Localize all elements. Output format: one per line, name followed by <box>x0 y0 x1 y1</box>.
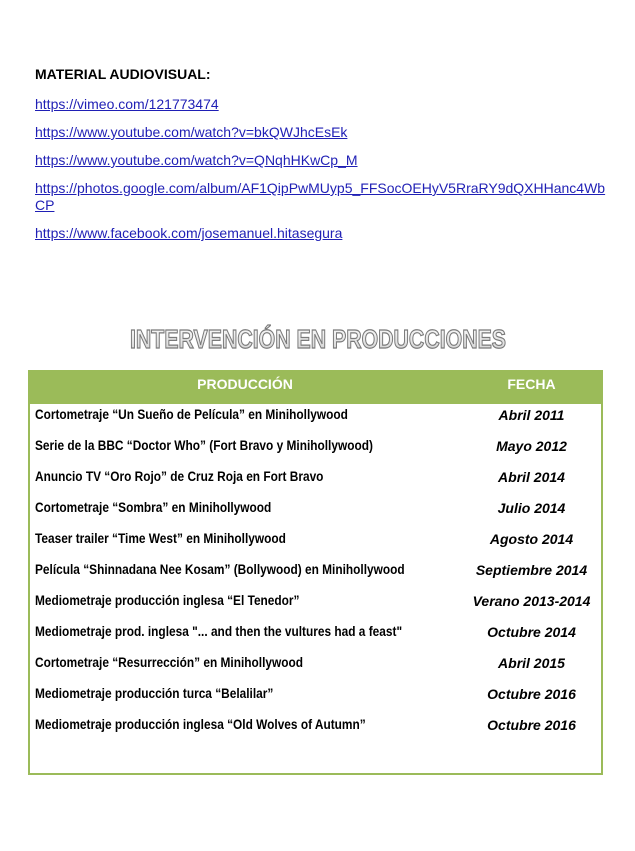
row-production: Cortometraje “Resurrección” en Minihollywood <box>35 655 304 670</box>
row-production: Cortometraje “Un Sueño de Película” en Minihollywood <box>35 407 348 422</box>
row-date: Verano 2013-2014 <box>472 593 591 609</box>
row-production: Película “Shinnadana Nee Kosam” (Bollywood) en Minihollywood <box>35 562 405 577</box>
table-row <box>30 652 601 683</box>
row-production: Anuncio TV “Oro Rojo” de Cruz Roja en Fort Bravo <box>35 469 324 484</box>
header-production: PRODUCCIÓN <box>197 376 293 392</box>
youtube-link-2[interactable]: https://www.youtube.com/watch?v=QNqhHKwCp_M <box>35 152 358 168</box>
row-production: Serie de la BBC “Doctor Who” (Fort Bravo y Minihollywood) <box>35 438 373 453</box>
row-date: Septiembre 2014 <box>475 562 588 578</box>
table-row <box>30 590 601 621</box>
row-date: Octubre 2014 <box>487 624 576 640</box>
table-row <box>30 714 601 745</box>
section-heading: MATERIAL AUDIOVISUAL: <box>35 66 211 82</box>
row-production: Teaser trailer “Time West” en Minihollywood <box>35 531 286 546</box>
table-row <box>30 621 601 652</box>
table-row <box>30 404 601 435</box>
table-header <box>30 372 601 404</box>
banner-title: INTERVENCIÓN EN PRODUCCIONES <box>130 324 506 354</box>
table-row <box>30 528 601 559</box>
productions-table <box>28 370 603 775</box>
row-date: Octubre 2016 <box>487 717 576 733</box>
table-row <box>30 683 601 714</box>
row-production: Mediometraje producción inglesa “El Tenedor” <box>35 593 300 608</box>
table-row <box>30 466 601 497</box>
facebook-link[interactable]: https://www.facebook.com/josemanuel.hitasegura <box>35 225 343 241</box>
table-row <box>30 559 601 590</box>
section-banner <box>118 318 518 358</box>
row-date: Abril 2014 <box>498 469 565 485</box>
vimeo-link[interactable]: https://vimeo.com/121773474 <box>35 96 219 112</box>
youtube-link-1[interactable]: https://www.youtube.com/watch?v=bkQWJhcEsEk <box>35 124 348 140</box>
row-production: Mediometraje prod. inglesa "... and then the vultures had a feast" <box>35 624 403 639</box>
row-date: Mayo 2012 <box>496 438 567 454</box>
row-production: Mediometraje producción turca “Belalilar” <box>35 686 274 701</box>
table-row <box>30 497 601 528</box>
row-production: Cortometraje “Sombra” en Minihollywood <box>35 500 272 515</box>
table-body <box>30 404 601 745</box>
google-photos-link[interactable]: https://photos.google.com/album/AF1QipPwMUyp5_FFSocOEHyV5RraRY9dQXHHanc4WbCP <box>35 180 606 213</box>
row-date: Abril 2011 <box>498 407 565 423</box>
row-date: Julio 2014 <box>497 500 566 516</box>
row-production: Mediometraje producción inglesa “Old Wolves of Autumn” <box>35 717 366 732</box>
table-row <box>30 435 601 466</box>
banner-wordart <box>118 318 518 358</box>
row-date: Agosto 2014 <box>489 531 574 547</box>
row-date: Abril 2015 <box>498 655 565 671</box>
row-date: Octubre 2016 <box>487 686 576 702</box>
link-list <box>35 96 615 253</box>
header-date: FECHA <box>507 376 556 392</box>
